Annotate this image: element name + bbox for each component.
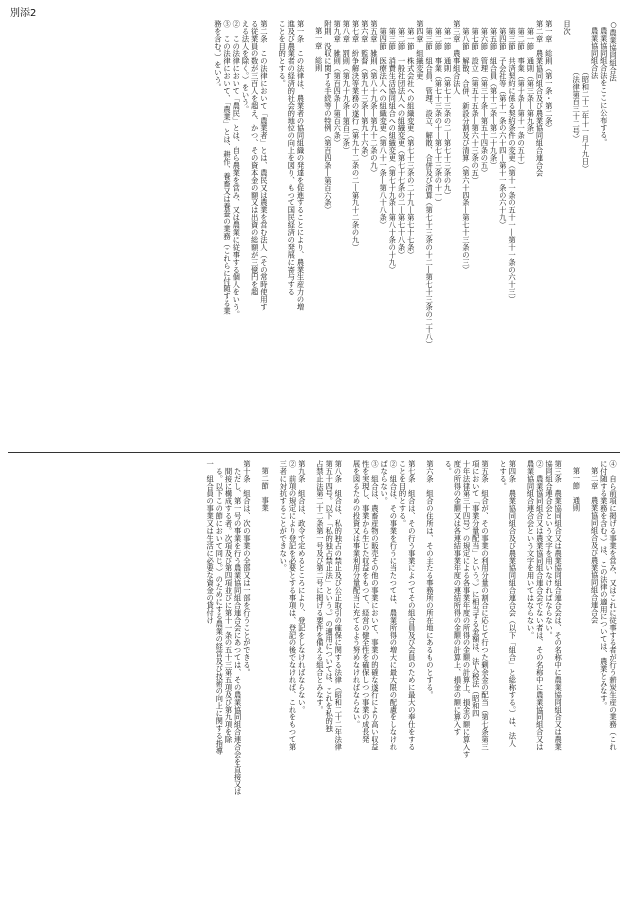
article-line: 度の所得の金額又は各連結事業年度の連結所得の金額の計算上、損金の額に算入す [453, 460, 463, 736]
toc-item: 第四節 医療法人への組織変更（第八十一条―第八十八条） [379, 20, 389, 229]
toc-item: 第七章 紛争解決等業務の遂行（第九十二条の二―第九十二条の九） [351, 20, 361, 251]
article-line: ② この法律において「農民」とは、自ら農業を営み、又は農業に従事する個人をいう。 [232, 20, 242, 318]
toc-item: 第二節 一般社団法人への組織変更（第七十七条の二―第七十八条） [397, 20, 407, 259]
article-line: ことを目的とする。 [398, 460, 408, 528]
toc-item: 第九章 雑則（第百四条―第百六条） [333, 20, 343, 147]
article-line: 占禁止法第二十二条第一号及び第二号に掲げる要件を備える組合とみなす。 [315, 460, 325, 714]
toc-item: 第三節 組合員、管理、設立、解散、合併及び清算（第七十三条の十二―第七十三条の二十八） [425, 20, 435, 348]
article-line: 十年法律第三十四号）の規定による各事業年度の所得の金額の計算上、損金の額に算入す [462, 460, 472, 758]
article-line: ③ この法律において、「農業」とは、耕作、養畜又は養蚕の業務（これらに付随する業 [223, 20, 233, 315]
article-line: とする。 [499, 460, 509, 490]
article-line: る。 [444, 460, 454, 475]
promulgation-line: 農業協同組合法をここに公布する。 [599, 27, 609, 147]
section-divider [8, 452, 620, 453]
toc-item: 第三節 消費生活協同組合への組織変更（第七十九条―第八十条の十九） [388, 20, 398, 274]
section-2-heading: 第二節 事業 [261, 467, 271, 512]
toc-item: 第二章 農業協同組合及び農業協同組合連合会 [535, 20, 545, 177]
toc-item: 第二節 事業（第七十三条の十―第七十三条の十一） [434, 20, 444, 207]
article-line: 進及び農業者の経済的社会的地位の向上を図り、もつて国民経済の発展に寄与する [287, 20, 297, 296]
toc-item: 第一節 株式会社への組織変更（第七十三条の二十九―第七十七条） [406, 20, 416, 259]
article-4 [499, 460, 517, 906]
toc-item: 第六章 監督（第九十三条―第九十六条） [360, 20, 370, 162]
article-line: ② 組合は、その事業を行うに当たつては、農業所得の増大に最大限の配慮をしなけれ [389, 460, 399, 751]
article-6 [426, 460, 435, 906]
article-line: 展を図るための投資又は事業利用分量配当に充てるよう努めなければならない。 [352, 460, 362, 729]
article-line: ただし、第一号の事業を行う農業協同組合連合会にあつては、その農業協同組合連合会を直接又は [233, 460, 243, 796]
article-line: ことを目的とする。 [278, 20, 288, 88]
law-heading: ○農業協同組合法 [609, 20, 618, 82]
article-line: 性を実現し、事業から生じた収益をもつて、経営の健全性を確保しつつ事業の成長発 [361, 460, 371, 744]
toc-label: 目次 [562, 20, 572, 35]
toc-item: 第七節 設立（第五十五条―第六十三条の五） [471, 20, 481, 184]
toc-item: 第一章 総則（第一条・第二条） [544, 20, 554, 132]
law-number: （法律第百三十二号） [572, 68, 582, 143]
article-line: 一 組合員の事業又は生活に必要な資金の貸付け [206, 460, 216, 624]
article-line: 項において「事業分量配当」という。）に相当する金額は、法人税法（昭和四 [471, 460, 481, 718]
table-of-contents [324, 20, 554, 448]
article-line: 第八条 組合は、私的独占の禁止及び公正取引の確保に関する法律（昭和二十二年法律 [334, 460, 344, 751]
article-line: える法人を除く。）をいう。 [241, 20, 251, 114]
article-line: る従業員の数が三百人を超え、かつ、その資本金の額又は出資の総額が三億円を超 [250, 20, 260, 296]
toc-item: 第五節 組合員（第十二条―第二十九条） [489, 20, 499, 169]
article-7 [352, 460, 416, 906]
law-name: 農業協同組合法 [590, 27, 600, 80]
article-line: 第十条 組合は、次の事業の全部又は一部を行うことができる。 [242, 460, 252, 677]
article-9 [279, 460, 307, 906]
chapter-2-heading: 第二章 農業協同組合及び農業協同組合連合会 [590, 467, 600, 624]
toc-item: 第四節 子会社等（第十一条の六十四―第十一条の六十九） [498, 20, 508, 229]
article-line: ばならない。 [380, 460, 390, 505]
toc-item: 第二節 事業（第十条―第十一条の五十） [517, 20, 527, 169]
article-line: 第三条 農業協同組合又は農業協同組合連合会は、その名称中に農業協同組合又は農業 [554, 460, 564, 751]
section-1-heading: 第一節 通則 [572, 467, 582, 512]
top-panel [10, 20, 618, 448]
article-line: ② 農業協同組合又は農業協同組合連合会でない者は、その名称中に農業協同組合又は [535, 460, 545, 751]
toc-item: 附則 没収に関する手続等の特例（第百四条―第百六条） [323, 20, 333, 214]
article-line: 第五十四号。以下「私的独占禁止法」という。）の適用については、これを私的独 [325, 460, 335, 732]
article-5 [444, 460, 490, 906]
article-line: 第九条 組合は、政令で定めるところにより、登記をしなければならない。 [297, 460, 307, 714]
toc-item: 第三章 農事組合法人 [452, 20, 462, 95]
article-line: 農業協同組合連合会という文字を用いてはならない。 [526, 460, 536, 639]
toc-item: 第四章 組織変更 [415, 20, 425, 80]
article-10 [206, 460, 252, 906]
toc-item: 第八節 解散、合併、新設分割及び清算（第六十四条―第七十三条の三） [461, 20, 471, 274]
law-date: （昭和二十二年十一月十九日） [581, 68, 591, 173]
article-line: 務を含む。）をいう。 [213, 20, 223, 91]
article-line: ③ 組合は、農畜産物の販売その他の事業において、事業の的確な遂行により高い収益 [370, 460, 380, 751]
article-1 [278, 20, 306, 448]
article-line: る。以下この節において同じ。）のためにする農業の経営及び技術の向上に関する指導 [215, 460, 225, 755]
toc-item: 第五章 雑則（第八十九条―第九十二条の九） [369, 20, 379, 177]
article-8 [316, 460, 344, 906]
toc-item: 第一節 通則（第七十三条の二―第七十三条の九） [443, 20, 453, 199]
article-line: 協同組合連合会という文字を用いなければならない。 [544, 460, 554, 639]
toc-item: 第八章 罰則（第九十九条―第百三条） [342, 20, 352, 155]
article-2 [214, 20, 269, 448]
article-line: 第一条 この法律は、農業者の協同組織の発達を促進することにより、農業生産力の増 [296, 20, 306, 311]
toc-item: 第一節 通則（第三条―第九条） [526, 20, 536, 140]
article-line: に付随する業務を含む。）は、この法律の適用については、農業とみなす。 [599, 460, 609, 710]
toc-item: 第三節 共済契約に係る契約条件の変更（第十一条の五十一―第十一条の六十三） [507, 20, 517, 304]
toc-item: 第六節 管理（第三十条―第五十四条の五） [480, 20, 490, 177]
article-line: 第七条 組合は、その行う事業によつてその組合員及び会員のために最大の奉仕をする [407, 460, 417, 751]
article-line: ② 前項の規定により登記を必要とする事項は、登記の後でなければ、これをもつて第 [288, 460, 298, 751]
article-2-item-4 [600, 460, 618, 906]
bottom-panel [10, 460, 618, 906]
article-line: 第六条 組合の住所は、その主たる事務所の所在地にあるものとする。 [425, 460, 435, 699]
article-line: 第二条 この法律において「農業者」とは、農民又は農業を営む法人（その常時使用す [259, 20, 269, 311]
article-line: 第五条 組合が、その事業の利用分量の割合に応じて行つた剰余金の配当（第七条第三 [480, 460, 490, 751]
article-line: 第四条 農業協同組合及び農業協同組合連合会（以下「組合」と総称する。）は、法人 [508, 460, 518, 747]
article-line: 間接に構成する者。次項及び第四項並びに第十一条の五十三第五項及び第九項を除 [224, 460, 234, 744]
article-line: ④ 自ら前項に掲げる事業を営み、又はこれに従事する者が行う薪炭生産の業務（これ [609, 460, 618, 751]
attachment-label: 別添2 [10, 8, 37, 19]
article-line: 三者に対抗することができない。 [279, 460, 289, 572]
chapter-1-heading: 第一章 総則 [314, 27, 324, 72]
article-3 [526, 460, 563, 906]
